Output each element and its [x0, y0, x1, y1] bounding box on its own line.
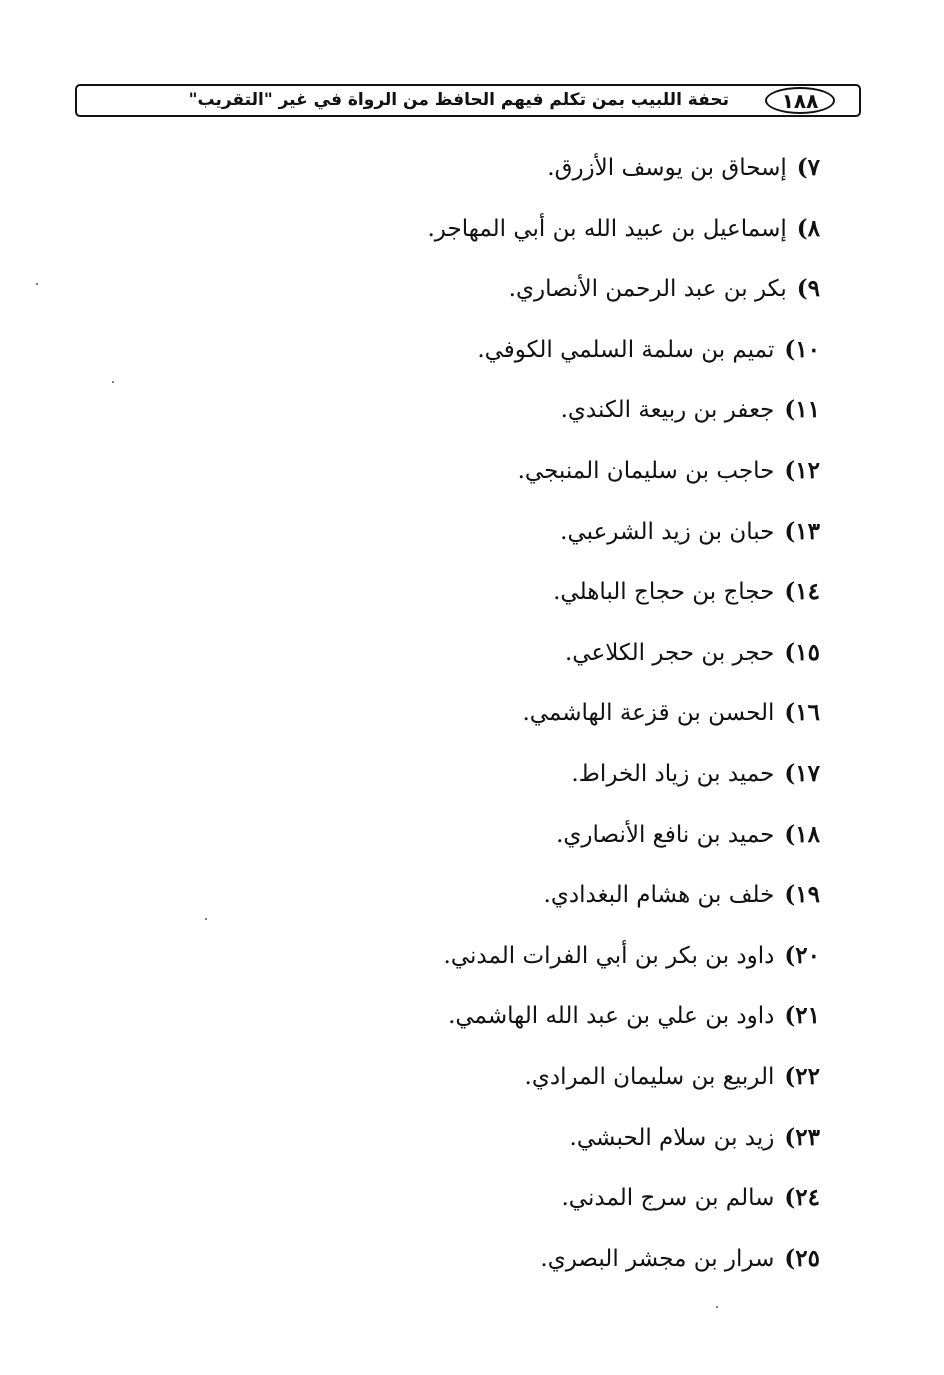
list-item — [260, 320, 820, 381]
list-item — [260, 926, 820, 987]
scan-speck — [716, 1306, 718, 1308]
item-number: ١٠) — [784, 335, 820, 363]
list-item — [260, 1047, 820, 1108]
list-item — [260, 1229, 820, 1290]
item-text: زيد بن سلام الحبشي. — [569, 1124, 775, 1151]
page-number: ١٨٨ — [765, 87, 835, 114]
list-item — [260, 1168, 820, 1229]
item-number: ٢١) — [784, 1002, 820, 1030]
list-item — [260, 986, 820, 1047]
item-number: ٢٢) — [784, 1062, 820, 1090]
item-number: ٨) — [796, 214, 820, 242]
item-text: حجر بن حجر الكلاعي. — [565, 639, 775, 666]
item-number: ٩) — [796, 275, 820, 303]
item-number: ١٢) — [784, 456, 820, 484]
item-number: ٢٣) — [784, 1123, 820, 1151]
list-item — [260, 199, 820, 260]
item-text: سالم بن سرج المدني. — [561, 1185, 775, 1212]
list-item — [260, 441, 820, 502]
list-item — [260, 744, 820, 805]
item-text: خلف بن هشام البغدادي. — [543, 882, 775, 909]
list-item — [260, 380, 820, 441]
list-item — [260, 138, 820, 199]
item-text: تميم بن سلمة السلمي الكوفي. — [477, 336, 775, 363]
item-number: ١٥) — [784, 638, 820, 666]
item-number: ٢٠) — [784, 941, 820, 969]
item-text: حاجب بن سليمان المنبجي. — [517, 457, 775, 484]
running-header-title: تحفة اللبيب بمن تكلم فيهم الحافظ من الرواة في غير "التقريب" — [188, 90, 729, 110]
list-item — [260, 259, 820, 320]
item-text: حبان بن زيد الشرعبي. — [560, 518, 775, 545]
item-text: حميد بن زياد الخراط. — [571, 760, 775, 787]
narrators-list — [260, 138, 820, 1289]
scan-speck — [112, 381, 114, 383]
item-text: إسحاق بن يوسف الأزرق. — [547, 155, 787, 181]
list-item — [260, 623, 820, 684]
scan-speck — [205, 918, 207, 920]
item-number: ١٧) — [784, 759, 820, 787]
item-text: داود بن علي بن عبد الله الهاشمي. — [448, 1003, 775, 1030]
item-text: حجاج بن حجاج الباهلي. — [553, 579, 775, 606]
list-item — [260, 805, 820, 866]
item-text: إسماعيل بن عبيد الله بن أبي المهاجر. — [427, 215, 787, 242]
item-text: بكر بن عبد الرحمن الأنصاري. — [508, 276, 787, 303]
item-number: ١٤) — [784, 578, 820, 606]
list-item — [260, 865, 820, 926]
item-number: ١٣) — [784, 517, 820, 545]
list-item — [260, 562, 820, 623]
item-number: ١٩) — [784, 881, 820, 909]
list-item — [260, 683, 820, 744]
scan-speck — [36, 283, 38, 285]
item-text: الربيع بن سليمان المرادي. — [524, 1063, 775, 1090]
item-number: ١٦) — [784, 699, 820, 727]
item-text: حميد بن نافع الأنصاري. — [556, 821, 775, 848]
item-text: سرار بن مجشر البصري. — [540, 1245, 775, 1272]
list-item — [260, 1108, 820, 1169]
item-text: داود بن بكر بن أبي الفرات المدني. — [443, 942, 775, 969]
item-number: ١١) — [784, 396, 820, 424]
item-text: جعفر بن ربيعة الكندي. — [560, 397, 775, 424]
item-number: ٢٥) — [784, 1244, 820, 1272]
item-number: ٢٤) — [784, 1184, 820, 1212]
item-number: ٧) — [796, 154, 820, 181]
list-item — [260, 502, 820, 563]
item-number: ١٨) — [784, 820, 820, 848]
item-text: الحسن بن قزعة الهاشمي. — [522, 700, 775, 727]
